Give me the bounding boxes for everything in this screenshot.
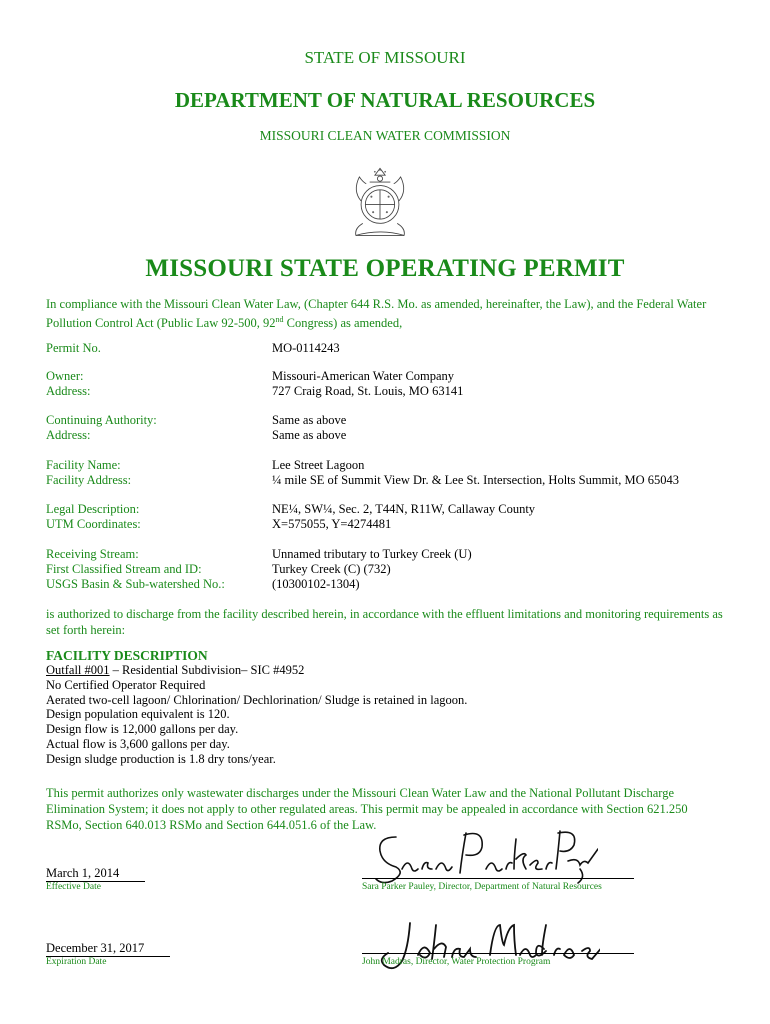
owner-label: Owner:	[46, 369, 84, 383]
permit-no-value: MO-0114243	[272, 341, 340, 355]
effective-date: March 1, 2014	[46, 866, 145, 882]
authorization-paragraph: This permit authorizes only wastewater discharges under the Missouri Clean Water Law and the National Pollutant Discharge Elimination System; it does not apply to other regulated areas. This permit may be appealed in accordance with Section 621.250 RSMo, Section 640.013 RSMo and Section 644.051.6 of the Law.	[46, 786, 688, 833]
director-signature-icon	[368, 825, 598, 885]
facility-description-body	[46, 663, 646, 767]
legal-value: NE¼, SW¼, Sec. 2, T44N, R11W, Callaway County	[272, 502, 536, 516]
owner-address-label: Address:	[46, 384, 91, 398]
program-director-name-label: John Madras, Director, Water Protection Program	[362, 957, 551, 967]
missouri-state-seal-icon	[337, 158, 423, 244]
department-heading: DEPARTMENT OF NATURAL RESOURCES	[174, 88, 596, 112]
compliance-text: In compliance with the Missouri Clean Water Law, (Chapter 644 R.S. Mo. as amended, hereinafter, the Law), and the Federal Water Pollution Control Act (Public Law 92-500, 92	[46, 297, 707, 331]
facility-address-value: ¼ mile SE of Summit View Dr. & Lee St. Intersection, Holts Summit, MO 65043	[272, 473, 679, 487]
utm-value: X=575055, Y=4274481	[272, 517, 392, 531]
classified-label: First Classified Stream and ID:	[46, 562, 202, 576]
owner-value: Missouri-American Water Company	[272, 369, 455, 383]
continuing-address-label: Address:	[46, 428, 91, 442]
facility-address-label: Facility Address:	[46, 473, 132, 487]
owner-address-value: 727 Craig Road, St. Louis, MO 63141	[272, 384, 464, 398]
classified-value: Turkey Creek (C) (732)	[272, 562, 391, 576]
authorized-paragraph: is authorized to discharge from the facility described herein, in accordance with the effluent limitations and monitoring requirements as set forth herein:	[46, 607, 723, 637]
description-line: No Certified Operator Required	[46, 677, 206, 692]
state-heading: STATE OF MISSOURI	[304, 48, 466, 67]
continuing-value: Same as above	[272, 413, 347, 427]
facility-name-value: Lee Street Lagoon	[272, 458, 365, 472]
outfall-name: Outfall #001	[46, 663, 110, 677]
compliance-paragraph	[46, 296, 726, 331]
facility-name-label: Facility Name:	[46, 458, 121, 472]
effective-date-label: Effective Date	[46, 882, 101, 892]
permit-title: MISSOURI STATE OPERATING PERMIT	[145, 255, 625, 282]
facility-description-heading: FACILITY DESCRIPTION	[46, 648, 208, 663]
continuing-label: Continuing Authority:	[46, 413, 157, 427]
description-line: Aerated two-cell lagoon/ Chlorination/ Dechlorination/ Sludge is retained in lagoon.	[46, 692, 468, 707]
description-line: Design sludge production is 1.8 dry tons/year.	[46, 751, 276, 766]
outfall-line	[46, 663, 646, 678]
legal-label: Legal Description:	[46, 502, 140, 516]
outfall-detail: – Residential Subdivision– SIC #4952	[109, 663, 305, 677]
description-line: Actual flow is 3,600 gallons per day.	[46, 736, 230, 751]
description-line: Design population equivalent is 120.	[46, 707, 230, 722]
usgs-label: USGS Basin & Sub-watershed No.:	[46, 577, 225, 591]
receiving-value: Unnamed tributary to Turkey Creek (U)	[272, 547, 472, 561]
expiration-date: December 31, 2017	[46, 941, 170, 957]
receiving-label: Receiving Stream:	[46, 547, 139, 561]
commission-heading: MISSOURI CLEAN WATER COMMISSION	[259, 128, 511, 143]
expiration-date-label: Expiration Date	[46, 957, 107, 967]
permit-no-label: Permit No.	[46, 341, 101, 355]
compliance-superscript: nd	[275, 315, 284, 324]
director-signature-line	[362, 878, 634, 879]
director-name-label: Sara Parker Pauley, Director, Department of Natural Resources	[362, 882, 602, 892]
usgs-value: (10300102-1304)	[272, 577, 360, 591]
continuing-address-value: Same as above	[272, 428, 347, 442]
utm-label: UTM Coordinates:	[46, 517, 141, 531]
program-signature-line	[362, 953, 634, 954]
compliance-text-end: Congress) as amended,	[283, 316, 403, 331]
description-line: Design flow is 12,000 gallons per day.	[46, 722, 239, 737]
